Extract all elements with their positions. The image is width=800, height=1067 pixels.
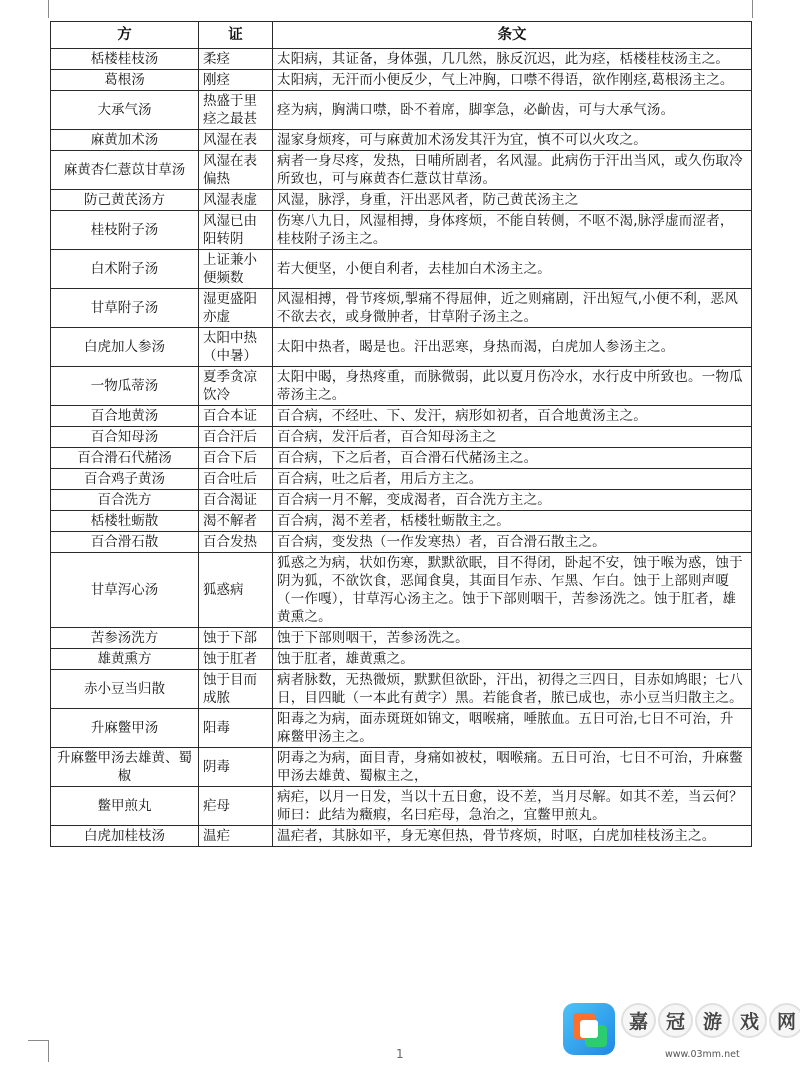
header-syndrome: 证 — [199, 22, 273, 49]
formula-name-cell: 白术附子汤 — [51, 250, 199, 289]
clause-text-cell: 百合病，吐之后者，用后方主之。 — [273, 469, 752, 490]
watermark-char: 游 — [695, 1003, 730, 1038]
clause-text-cell: 蚀于下部则咽干，苦参汤洗之。 — [273, 628, 752, 649]
syndrome-cell: 风湿已由阳转阴 — [199, 211, 273, 250]
table-row — [51, 70, 752, 91]
table-row — [51, 49, 752, 70]
clause-text-cell: 若大便坚，小便自利者，去桂加白术汤主之。 — [273, 250, 752, 289]
formula-name-cell: 百合洗方 — [51, 490, 199, 511]
clause-text-cell: 病者一身尽疼，发热，日哺所剧者，名风湿。此病伤于汗出当风，或久伤取冷所致也，可与麻黄杏仁薏苡甘草汤。 — [273, 151, 752, 190]
syndrome-cell: 蚀于肛者 — [199, 649, 273, 670]
formula-name-cell: 白虎加桂枝汤 — [51, 826, 199, 847]
table-header-row — [51, 22, 752, 49]
formula-name-cell: 桂枝附子汤 — [51, 211, 199, 250]
watermark-char: 网 — [769, 1003, 800, 1038]
clause-text-cell: 蚀于肛者，雄黄熏之。 — [273, 649, 752, 670]
watermark-char: 戏 — [732, 1003, 767, 1038]
formula-name-cell: 百合滑石散 — [51, 532, 199, 553]
table-row — [51, 469, 752, 490]
table-row — [51, 649, 752, 670]
formula-name-cell: 栝楼桂枝汤 — [51, 49, 199, 70]
table-row — [51, 91, 752, 130]
table-row — [51, 532, 752, 553]
site-watermark — [555, 997, 800, 1067]
watermark-char: 嘉 — [621, 1003, 656, 1038]
clause-text-cell: 百合病，发汗后者，百合知母汤主之 — [273, 427, 752, 448]
watermark-char: 冠 — [658, 1003, 693, 1038]
syndrome-cell: 百合下后 — [199, 448, 273, 469]
syndrome-cell: 疟母 — [199, 787, 273, 826]
formula-name-cell: 栝楼牡蛎散 — [51, 511, 199, 532]
corner-mark-bottom-left-h — [28, 1040, 48, 1041]
formula-name-cell: 大承气汤 — [51, 91, 199, 130]
table-row — [51, 670, 752, 709]
clause-text-cell: 病疟，以月一日发，当以十五日愈，设不差，当月尽解。如其不差，当云何？师曰：此结为癥瘕，名曰疟母，急治之，宜鳖甲煎丸。 — [273, 787, 752, 826]
syndrome-cell: 百合渴证 — [199, 490, 273, 511]
clause-text-cell: 风湿，脉浮，身重，汗出恶风者，防己黄芪汤主之 — [273, 190, 752, 211]
syndrome-cell: 柔痉 — [199, 49, 273, 70]
syndrome-cell: 风湿在表偏热 — [199, 151, 273, 190]
clause-text-cell: 湿家身烦疼，可与麻黄加术汤发其汗为宜，慎不可以火攻之。 — [273, 130, 752, 151]
formula-name-cell: 雄黄熏方 — [51, 649, 199, 670]
syndrome-cell: 阳毒 — [199, 709, 273, 748]
syndrome-cell: 狐惑病 — [199, 553, 273, 628]
corner-mark-top-left — [48, 0, 49, 18]
table-row — [51, 151, 752, 190]
table-row — [51, 826, 752, 847]
table-row — [51, 190, 752, 211]
formula-name-cell: 升麻鳖甲汤 — [51, 709, 199, 748]
syndrome-cell: 刚痉 — [199, 70, 273, 91]
syndrome-cell: 百合吐后 — [199, 469, 273, 490]
clause-text-cell: 狐惑之为病，状如伤寒，默默欲眠，目不得闭，卧起不安，蚀于喉为惑，蚀于阴为狐，不欲饮食，恶闻食臭，其面目乍赤、乍黑、乍白。蚀于上部则声嗄（一作嘎），甘草泻心汤主之。蚀于下部则咽干，苦参汤洗之。蚀于肛者，雄黄熏之。 — [273, 553, 752, 628]
formula-name-cell: 百合地黄汤 — [51, 406, 199, 427]
formula-name-cell: 百合鸡子黄汤 — [51, 469, 199, 490]
formula-name-cell: 百合滑石代赭汤 — [51, 448, 199, 469]
formula-name-cell: 防己黄芪汤方 — [51, 190, 199, 211]
watermark-url: www.03mm.net — [665, 1049, 740, 1060]
corner-mark-bottom-left — [48, 1040, 49, 1062]
syndrome-cell: 热盛于里痉之最甚 — [199, 91, 273, 130]
syndrome-cell: 渴不解者 — [199, 511, 273, 532]
table-row — [51, 406, 752, 427]
syndrome-cell: 百合汗后 — [199, 427, 273, 448]
table-row — [51, 709, 752, 748]
table-row — [51, 553, 752, 628]
formula-name-cell: 甘草泻心汤 — [51, 553, 199, 628]
clause-text-cell: 温疟者，其脉如平，身无寒但热，骨节疼烦，时呕，白虎加桂枝汤主之。 — [273, 826, 752, 847]
clause-text-cell: 阴毒之为病，面目青，身痛如被杖，咽喉痛。五日可治，七日不可治，升麻鳖甲汤去雄黄、蜀椒主之， — [273, 748, 752, 787]
colorful-square-logo-icon — [563, 1003, 615, 1055]
syndrome-cell: 蚀于下部 — [199, 628, 273, 649]
formula-name-cell: 苦参汤洗方 — [51, 628, 199, 649]
syndrome-cell: 蚀于目而成脓 — [199, 670, 273, 709]
table-row — [51, 748, 752, 787]
table-row — [51, 448, 752, 469]
clause-text-cell: 太阳中暍，身热疼重，而脉微弱，此以夏月伤冷水，水行皮中所致也。一物瓜蒂汤主之。 — [273, 367, 752, 406]
syndrome-cell: 夏季贪凉饮冷 — [199, 367, 273, 406]
syndrome-cell: 风湿在表 — [199, 130, 273, 151]
syndrome-cell: 上证兼小便频数 — [199, 250, 273, 289]
syndrome-cell: 百合发热 — [199, 532, 273, 553]
clause-text-cell: 太阳病，其证备，身体强，几几然，脉反沉迟，此为痉，栝楼桂枝汤主之。 — [273, 49, 752, 70]
formula-name-cell: 甘草附子汤 — [51, 289, 199, 328]
header-formula: 方 — [51, 22, 199, 49]
clause-text-cell: 百合病，渴不差者，栝楼牡蛎散主之。 — [273, 511, 752, 532]
syndrome-cell: 阴毒 — [199, 748, 273, 787]
table-row — [51, 130, 752, 151]
clause-text-cell: 百合病，不经吐、下、发汗，病形如初者，百合地黄汤主之。 — [273, 406, 752, 427]
clause-text-cell: 伤寒八九日，风湿相搏，身体疼烦，不能自转侧，不呕不渴,脉浮虚而涩者，桂枝附子汤主之。 — [273, 211, 752, 250]
clause-text-cell: 太阳病，无汗而小便反少，气上冲胸，口噤不得语，欲作刚痉,葛根汤主之。 — [273, 70, 752, 91]
table-row — [51, 490, 752, 511]
table-row — [51, 427, 752, 448]
syndrome-cell: 温疟 — [199, 826, 273, 847]
formula-name-cell: 百合知母汤 — [51, 427, 199, 448]
table-row — [51, 628, 752, 649]
clause-text-cell: 百合病一月不解，变成渴者，百合洗方主之。 — [273, 490, 752, 511]
watermark-brand — [621, 1003, 800, 1038]
formula-table — [50, 21, 752, 847]
formula-name-cell: 一物瓜蒂汤 — [51, 367, 199, 406]
formula-name-cell: 升麻鳖甲汤去雄黄、蜀椒 — [51, 748, 199, 787]
table-row — [51, 511, 752, 532]
formula-name-cell: 麻黄加术汤 — [51, 130, 199, 151]
clause-text-cell: 风湿相搏，骨节疼烦,掣痛不得屈伸，近之则痛剧，汗出短气,小便不利，恶风不欲去衣，或身微肿者，甘草附子汤主之。 — [273, 289, 752, 328]
table-row — [51, 211, 752, 250]
table-row — [51, 787, 752, 826]
clause-text-cell: 太阳中热者，暍是也。汗出恶寒，身热而渴，白虎加人参汤主之。 — [273, 328, 752, 367]
clause-text-cell: 病者脉数，无热微烦，默默但欲卧，汗出，初得之三四日，目赤如鸠眼；七八日，目四眦（一本此有黄字）黑。若能食者，脓已成也，赤小豆当归散主之。 — [273, 670, 752, 709]
page-number: 1 — [396, 1047, 404, 1061]
clause-text-cell: 阳毒之为病，面赤斑斑如锦文，咽喉痛，唾脓血。五日可治,七日不可治，升麻鳖甲汤主之。 — [273, 709, 752, 748]
header-clause: 条文 — [273, 22, 752, 49]
formula-name-cell: 葛根汤 — [51, 70, 199, 91]
syndrome-cell: 百合本证 — [199, 406, 273, 427]
syndrome-cell: 风湿表虚 — [199, 190, 273, 211]
formula-name-cell: 白虎加人参汤 — [51, 328, 199, 367]
formula-name-cell: 鳖甲煎丸 — [51, 787, 199, 826]
syndrome-cell: 湿更盛阳亦虚 — [199, 289, 273, 328]
clause-text-cell: 百合病，变发热（一作发寒热）者，百合滑石散主之。 — [273, 532, 752, 553]
formula-name-cell: 赤小豆当归散 — [51, 670, 199, 709]
formula-name-cell: 麻黄杏仁薏苡甘草汤 — [51, 151, 199, 190]
table-row — [51, 328, 752, 367]
clause-text-cell: 百合病，下之后者，百合滑石代赭汤主之。 — [273, 448, 752, 469]
table-row — [51, 250, 752, 289]
clause-text-cell: 痉为病，胸满口噤，卧不着席，脚挛急，必齘齿，可与大承气汤。 — [273, 91, 752, 130]
corner-mark-top-right — [752, 0, 753, 18]
syndrome-cell: 太阳中热（中暑） — [199, 328, 273, 367]
table-row — [51, 367, 752, 406]
table-row — [51, 289, 752, 328]
